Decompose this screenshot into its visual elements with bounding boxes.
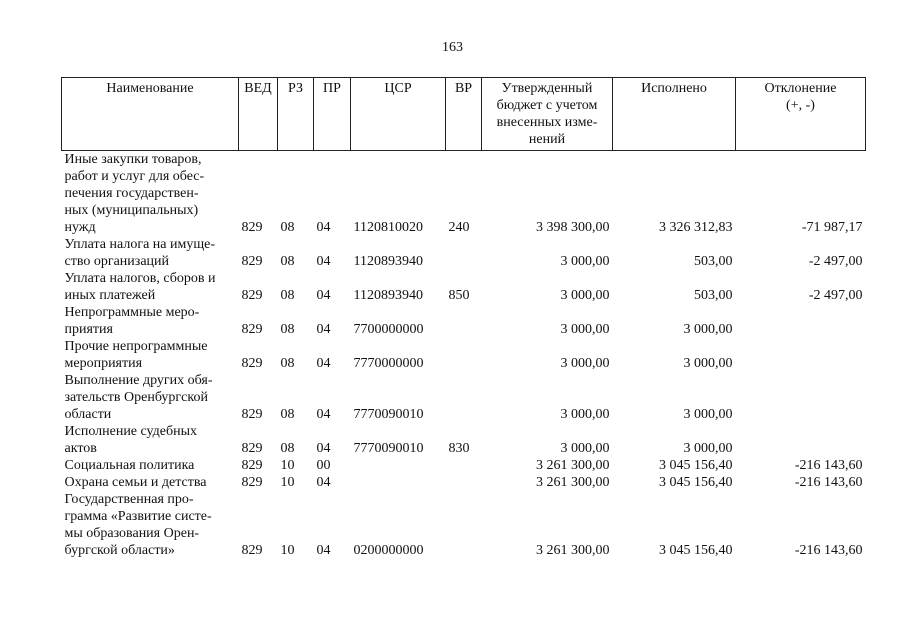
table-row [62,423,866,457]
row-executed: 3 000,00 [683,322,733,337]
row-budget: 3 261 300,00 [536,475,610,490]
row-ved: 829 [241,220,263,235]
row-deviation [736,304,866,338]
row-name [62,338,239,372]
row-csr: 0200000000 [353,543,424,558]
header-executed: Исполнено [613,78,736,151]
row-vr [446,457,482,474]
row-vr [446,491,482,559]
row-ved: 829 [241,475,263,490]
row-name-text: Исполнение судебных актов [64,424,198,456]
row-csr: 1120893940 [353,288,423,303]
row-csr [351,474,446,491]
row-name [62,491,239,559]
row-deviation [736,423,866,457]
header-deviation [736,78,866,151]
header-pr: ПР [314,78,351,151]
row-csr: 7770000000 [353,356,424,371]
row-pr: 00 [316,458,331,473]
row-pr: 04 [316,220,331,235]
table-row [62,151,866,237]
header-budget [482,78,613,151]
row-budget: 3 000,00 [560,441,610,456]
header-rz: РЗ [278,78,314,151]
row-budget: 3 000,00 [560,356,610,371]
table-row [62,457,866,474]
page-number: 163 [442,40,463,55]
table-row [62,372,866,423]
row-name-text: Непрограммные меро-приятия [64,305,200,337]
row-pr: 04 [316,322,331,337]
header-csr: ЦСР [351,78,446,151]
row-csr: 1120810020 [353,220,423,235]
row-deviation: -216 143,60 [794,458,863,473]
row-ved: 829 [241,458,263,473]
row-budget: 3 398 300,00 [536,220,610,235]
row-budget: 3 000,00 [560,322,610,337]
row-csr: 7770090010 [353,407,424,422]
row-ved: 829 [241,407,263,422]
header-ved: ВЕД [239,78,278,151]
row-name-text: Государственная про-грамма «Развитие систе-мы образования Орен-бургской области» [64,492,212,558]
row-name [62,270,239,304]
row-executed: 3 045 156,40 [659,475,733,490]
row-pr: 04 [316,356,331,371]
row-vr [446,372,482,423]
row-pr: 04 [316,407,331,422]
header-vr: ВР [446,78,482,151]
table-header-row [62,78,866,151]
row-deviation [736,372,866,423]
row-name [62,423,239,457]
table-row [62,270,866,304]
row-budget: 3 000,00 [560,254,610,269]
row-name [62,151,239,237]
row-rz: 08 [280,441,295,456]
row-pr: 04 [316,543,331,558]
budget-execution-table [61,77,866,559]
row-rz: 08 [280,407,295,422]
row-name-text: Иные закупки товаров, работ и услуг для обес-печения государствен-ных (муниципальных) нужд [64,152,205,235]
row-csr: 1120893940 [353,254,423,269]
row-ved: 829 [241,288,263,303]
row-name-text: Уплата налогов, сборов и иных платежей [64,271,216,303]
row-rz: 08 [280,220,295,235]
row-pr: 04 [316,475,331,490]
row-vr: 850 [448,288,470,303]
row-rz: 10 [280,458,295,473]
row-name: Охрана семьи и детства [64,475,207,490]
table-row [62,236,866,270]
row-name [62,372,239,423]
row-deviation: -2 497,00 [808,254,863,269]
row-ved: 829 [241,543,263,558]
row-pr: 04 [316,288,331,303]
row-deviation: -2 497,00 [808,288,863,303]
row-vr [446,304,482,338]
row-pr: 04 [316,441,331,456]
row-name-text: Уплата налога на имуще-ство организаций [64,237,215,269]
row-name: Социальная политика [64,458,195,473]
table-row [62,491,866,559]
header-deviation-text: Отклонение (+, -) [764,81,837,113]
row-executed: 3 326 312,83 [659,220,733,235]
row-executed: 3 045 156,40 [659,543,733,558]
row-executed: 503,00 [694,254,733,269]
row-budget: 3 000,00 [560,288,610,303]
header-name: Наименование [62,78,239,151]
row-rz: 08 [280,288,295,303]
row-csr [351,457,446,474]
row-deviation: -216 143,60 [794,475,863,490]
row-pr: 04 [316,254,331,269]
row-vr: 240 [448,220,470,235]
row-name [62,304,239,338]
row-executed: 3 000,00 [683,356,733,371]
row-ved: 829 [241,441,263,456]
row-budget: 3 261 300,00 [536,543,610,558]
row-rz: 10 [280,543,295,558]
row-rz: 08 [280,254,295,269]
row-ved: 829 [241,254,263,269]
row-name-text: Выполнение других обя-зательств Оренбургской области [64,373,213,422]
table-row [62,304,866,338]
row-rz: 08 [280,322,295,337]
row-deviation: -216 143,60 [794,543,863,558]
row-budget: 3 000,00 [560,407,610,422]
row-vr [446,338,482,372]
row-vr [446,236,482,270]
row-vr [446,474,482,491]
row-vr: 830 [448,441,470,456]
row-csr: 7770090010 [353,441,424,456]
row-budget: 3 261 300,00 [536,458,610,473]
row-executed: 3 000,00 [683,407,733,422]
row-ved: 829 [241,322,263,337]
table-row [62,338,866,372]
row-rz: 08 [280,356,295,371]
row-name [62,236,239,270]
row-ved: 829 [241,356,263,371]
table-row [62,474,866,491]
row-executed: 3 000,00 [683,441,733,456]
row-executed: 503,00 [694,288,733,303]
row-rz: 10 [280,475,295,490]
row-deviation: -71 987,17 [801,220,863,235]
row-csr: 7700000000 [353,322,424,337]
header-budget-text: Утвержденный бюджет с учетом внесенных изме-нений [496,81,598,147]
row-executed: 3 045 156,40 [659,458,733,473]
row-deviation [736,338,866,372]
row-name-text: Прочие непрограммные мероприятия [64,339,208,371]
